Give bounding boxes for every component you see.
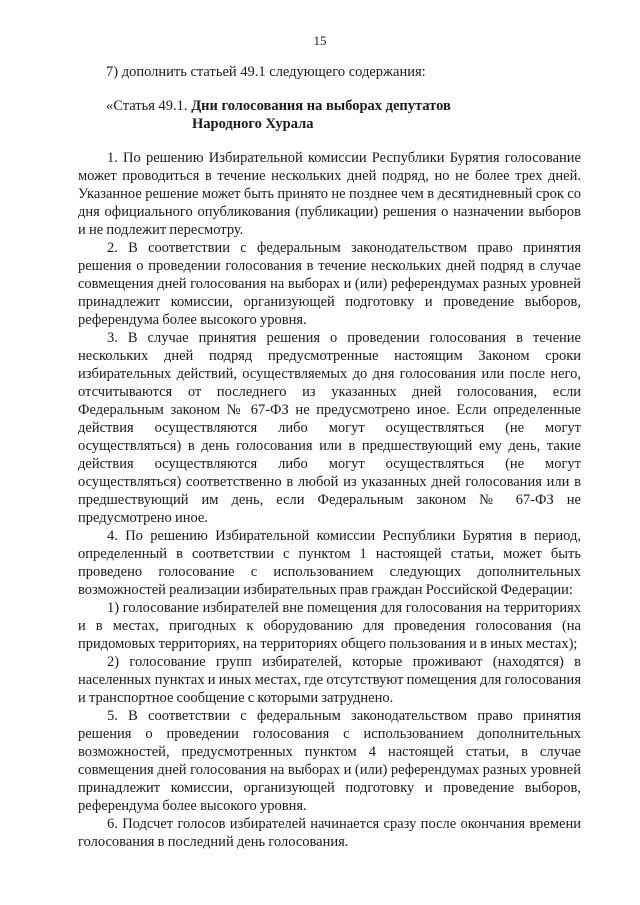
article-title-line2: Народного Хурала <box>192 116 314 132</box>
article-number: «Статья 49.1. <box>106 98 192 114</box>
article-title-line1: Дни голосования на выборах депутатов <box>191 98 451 114</box>
paragraph-6: 6. Подсчет голосов избирателей начинается сразу после окончания времени голосования в последний день голосования. <box>78 816 581 850</box>
paragraph-5: 5. В соответствии с федеральным законодательством право принятия решения о проведении голосования с использованием дополнительных возможностей, предусмотренных пунктом 4 настоящей статьи, в случае совмещения дней голосования на выборах и (или) референдумах разных уровней принадлежит комиссии, организующей подготовку и проведение выборов, референдума более высокого уровня. <box>78 708 581 814</box>
paragraph-3: 3. В случае принятия решения о проведении голосования в течение нескольких дней подряд предусмотренные настоящим Законом сроки избирательных действий, осуществляемых до дня голосования или после него, отсчитываются от последнего из указанных дней голосования, если Федеральным законом № 67-ФЗ не предусмотрено иное. Если определенные действия осуществляются либо могут осуществляться (не могут осуществляться) в день голосования или в предшествующий ему день, такие действия осуществляются либо могут осуществляться (не могут осуществляться) соответственно в любой из указанных дней голосования или в предшествующий им день, если Федеральным законом № 67-ФЗ не предусмотрено иное. <box>78 330 581 526</box>
paragraph-1: 1. По решению Избирательной комиссии Республики Бурятия голосование может проводиться в течение нескольких дней подряд, но не более трех дней. Указанное решение может быть принято не позднее чем в десятидневный срок со дня официального опубликования (публикации) решения о назначении выборов и не подлежит пересмотру. <box>78 150 581 238</box>
article-heading <box>106 97 451 133</box>
article-body <box>78 149 581 851</box>
paragraph-4: 4. По решению Избирательной комиссии Республики Бурятия в период, определенный в соответствии с пунктом 1 настоящей статьи, может быть проведено голосование с использованием следующих дополнительных возможностей реализации избирательных прав граждан Российской Федерации: <box>78 528 581 598</box>
paragraph-4-item-2: 2) голосование групп избирателей, которые проживают (находятся) в населенных пунктах и иных местах, где отсутствуют помещения для голосования и транспортное сообщение с которыми затруднено. <box>78 654 581 706</box>
paragraph-2: 2. В соответствии с федеральным законодательством право принятия решения о проведении голосования в течение нескольких дней подряд в случае совмещения дней голосования на выборах и (или) референдумах разных уровней принадлежит комиссии, организующей подготовку и проведение выборов, референдума более высокого уровня. <box>78 240 581 328</box>
amendment-intro: 7) дополнить статьей 49.1 следующего содержания: <box>106 64 426 80</box>
page-number: 15 <box>313 33 327 48</box>
paragraph-4-item-1: 1) голосование избирателей вне помещения для голосования на территориях и в местах, пригодных к оборудованию для проведения голосования (на придомовых территориях, на территориях общего пользования и в иных местах); <box>78 600 581 652</box>
